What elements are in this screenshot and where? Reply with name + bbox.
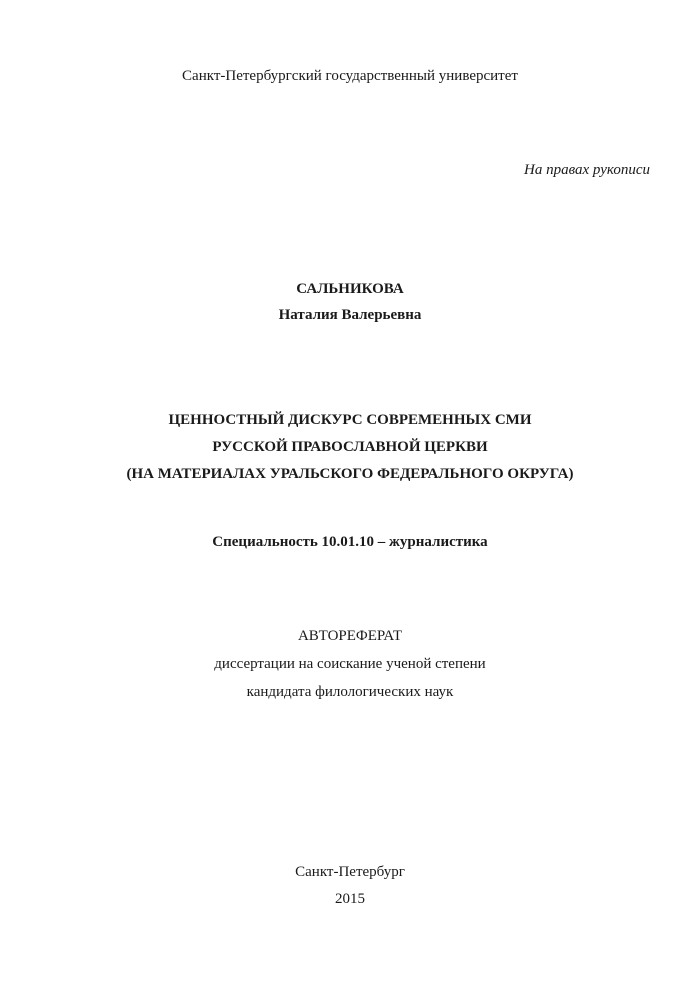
title-line-2: РУССКОЙ ПРАВОСЛАВНОЙ ЦЕРКВИ: [212, 439, 488, 455]
document-type-label: АВТОРЕФЕРАТ: [297, 628, 403, 644]
document-type-line-1: диссертации на соискание ученой степени: [214, 656, 486, 672]
footer-city: Санкт-Петербург: [295, 864, 405, 880]
manuscript-note: На правах рукописи: [524, 162, 650, 178]
title-line-1: ЦЕННОСТНЫЙ ДИСКУРС СОВРЕМЕННЫХ СМИ: [168, 412, 532, 428]
document-type-line-2: кандидата филологических наук: [246, 684, 454, 700]
university-name: Санкт-Петербургский государственный университет: [182, 68, 518, 84]
footer-year: 2015: [335, 891, 365, 907]
author-surname: САЛЬНИКОВА: [296, 281, 404, 297]
author-given-names: Наталия Валерьевна: [278, 307, 422, 323]
title-line-3: (НА МАТЕРИАЛАХ УРАЛЬСКОГО ФЕДЕРАЛЬНОГО ОКРУГА): [126, 466, 574, 482]
specialty: Специальность 10.01.10 – журналистика: [212, 534, 488, 550]
